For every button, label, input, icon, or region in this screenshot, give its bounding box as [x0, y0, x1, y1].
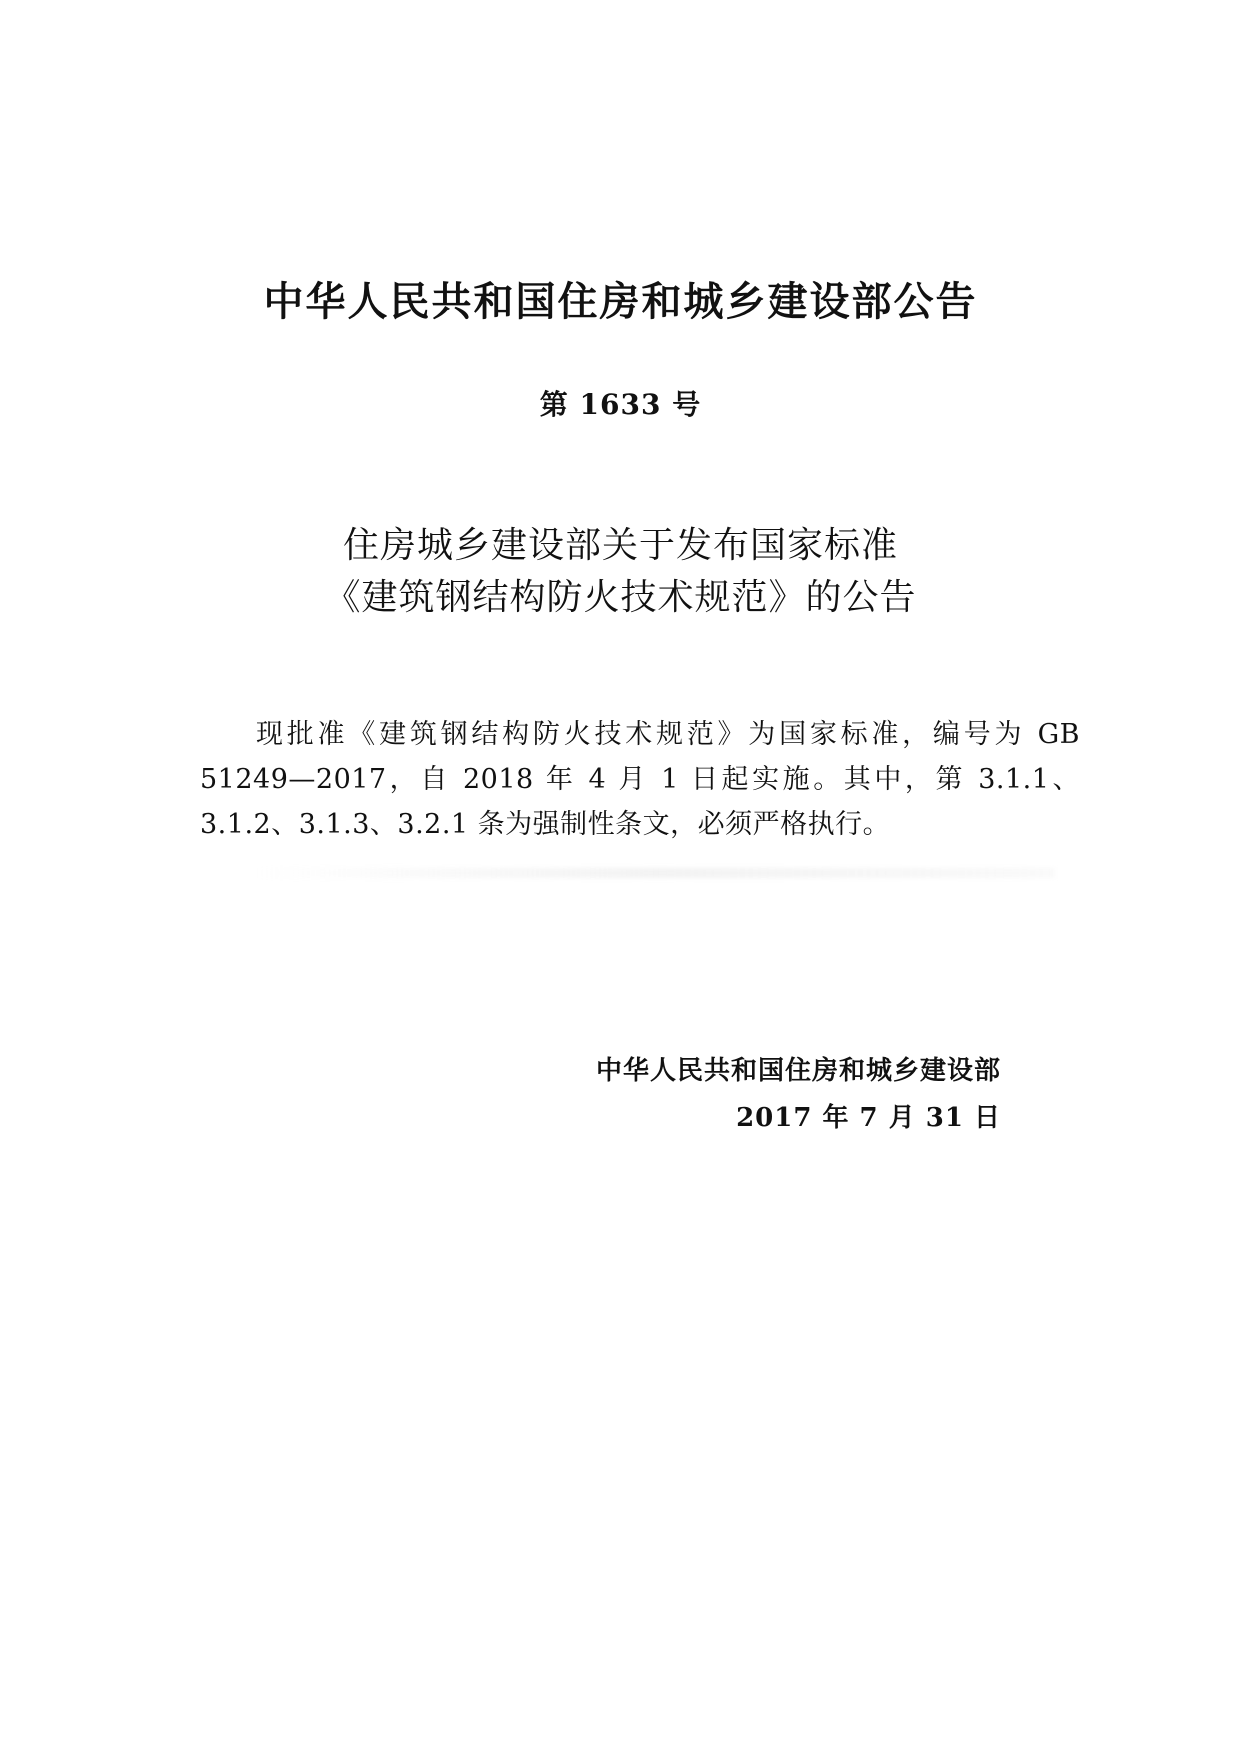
notice-subject — [0, 520, 1241, 624]
notice-number: 第 1633 号 — [539, 388, 702, 421]
ministry-title: 中华人民共和国住房和城乡建设部公告 — [263, 279, 978, 325]
signature-organization: 中华人民共和国住房和城乡建设部 — [595, 1056, 1001, 1086]
notice-subject-line-1: 住房城乡建设部关于发布国家标准 — [342, 525, 898, 566]
signature-date: 2017 年 7 月 31 日 — [736, 1103, 1001, 1133]
faded-print-artifact — [255, 868, 1055, 878]
notice-subject-line-2: 《建筑钢结构防火技术规范》的公告 — [324, 577, 917, 618]
notice-body-paragraph: 现批准《建筑钢结构防火技术规范》为国家标准，编号为 GB 51249—2017，自 2018 年 4 月 1 日起实施。其中，第 3.1.1、3.1.2、3.1.3、3.2.1 条为强制性条文，必须严格执行。 — [200, 719, 1080, 840]
